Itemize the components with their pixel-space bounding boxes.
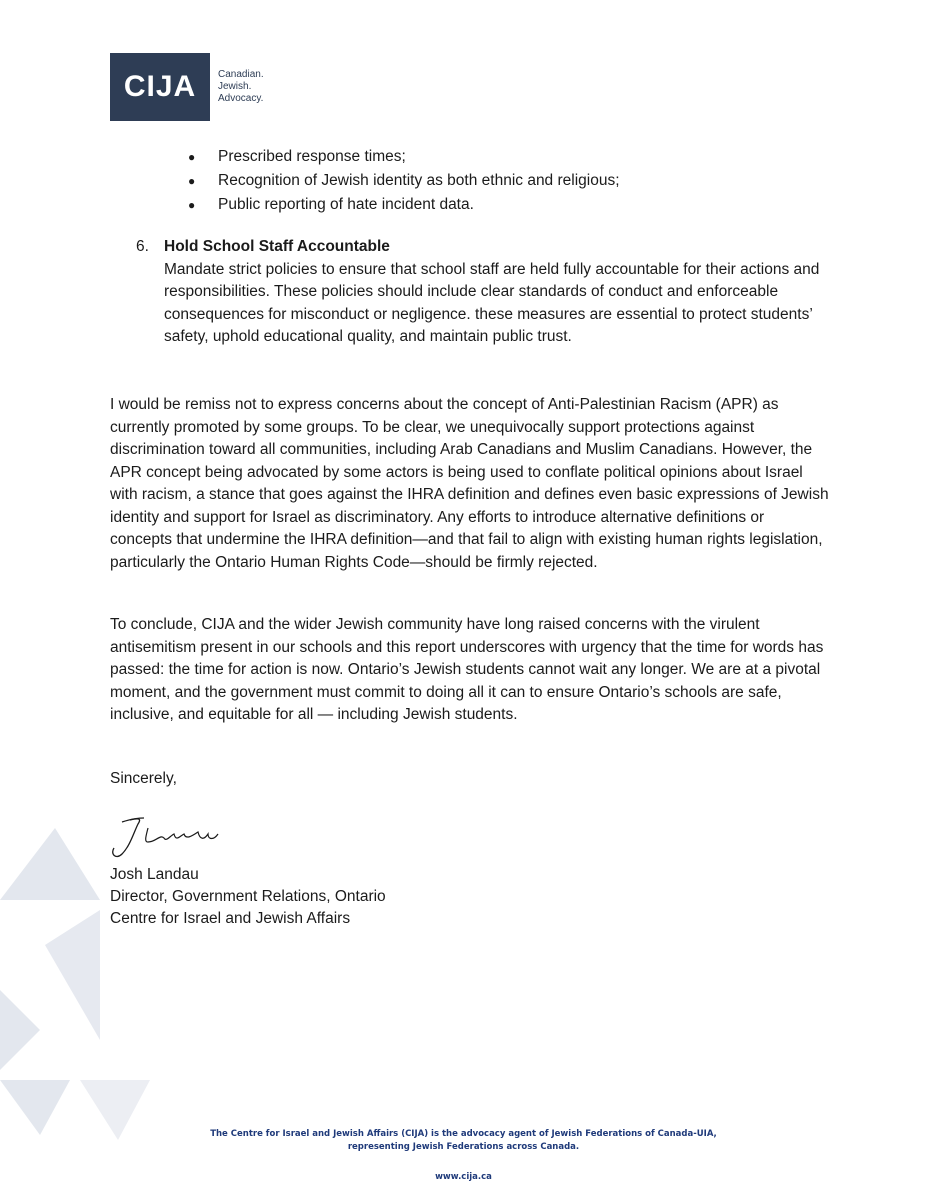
signatory-organization: Centre for Israel and Jewish Affairs bbox=[110, 910, 351, 927]
numbered-item-heading bbox=[136, 236, 836, 259]
item-number: 6. bbox=[136, 238, 149, 255]
paragraph-apr-concerns: I would be remiss not to express concerns about the concept of Anti-Palestinian Racism (APR) as currently promoted by some groups. To be clear, we unequivocally support protections against discrimination toward all communities, including Arab Canadians and Muslim Canadians. However, the APR concept being advocated by some actors is being used to conflate political opinions about Israel with racism, a stance that goes against the IHRA definition and defines even basic expressions of Jewish identity and support for Israel as discriminatory. Any efforts to introduce alternative definitions or concepts that undermine the IHRA definition—and that fail to align with existing human rights legislation, particularly the Ontario Human Rights Code—should be firmly rejected. bbox=[110, 396, 829, 571]
logo-tagline-line: Canadian. bbox=[218, 69, 264, 80]
signatory-title: Director, Government Relations, Ontario bbox=[110, 888, 386, 905]
list-item bbox=[188, 169, 620, 193]
logo-mark: CIJA bbox=[123, 70, 197, 103]
bullet-icon: ● bbox=[188, 198, 196, 212]
item-title: Hold School Staff Accountable bbox=[164, 238, 390, 255]
item-body: Mandate strict policies to ensure that school staff are held fully accountable for their actions and responsibilities. These policies should include clear standards of conduct and enforceable consequences for misconduct or negligence. these measures are essential to protect students’ safety, uphold educational quality, and maintain public trust. bbox=[164, 260, 820, 345]
signatory-name: Josh Landau bbox=[110, 866, 199, 883]
closing-salutation: Sincerely, bbox=[110, 770, 177, 787]
bullet-icon: ● bbox=[188, 150, 196, 164]
list-item-text: Public reporting of hate incident data. bbox=[218, 196, 474, 213]
numbered-item-6 bbox=[136, 236, 836, 349]
bullet-icon: ● bbox=[188, 174, 196, 188]
list-item bbox=[188, 193, 620, 217]
footer-line: The Centre for Israel and Jewish Affairs (CIJA) is the advocacy agent of Jewish Federations of Canada-UIA, bbox=[210, 1129, 717, 1139]
paragraph-conclusion: To conclude, CIJA and the wider Jewish community have long raised concerns with the virulent antisemitism present in our schools and this report underscores with urgency that the time for words has passed: the time for action is now. Ontario’s Jewish students cannot wait any longer. We are at a pivotal moment, and the government must commit to doing all it can to ensure Ontario’s schools are safe, inclusive, and equitable for all — including Jewish students. bbox=[110, 616, 824, 723]
list-item bbox=[188, 145, 620, 169]
logo-tagline-line: Jewish. bbox=[218, 81, 252, 92]
signature-block bbox=[110, 864, 386, 930]
logo-tagline-line: Advocacy. bbox=[218, 93, 264, 104]
list-item-text: Recognition of Jewish identity as both ethnic and religious; bbox=[218, 172, 620, 189]
footer-website-link[interactable]: www.cija.ca bbox=[435, 1172, 492, 1182]
footer-description bbox=[0, 1128, 927, 1154]
footer-line: representing Jewish Federations across Canada. bbox=[347, 1142, 580, 1152]
list-item-text: Prescribed response times; bbox=[218, 148, 406, 165]
handwritten-signature bbox=[108, 812, 228, 862]
bullet-list bbox=[188, 145, 620, 217]
